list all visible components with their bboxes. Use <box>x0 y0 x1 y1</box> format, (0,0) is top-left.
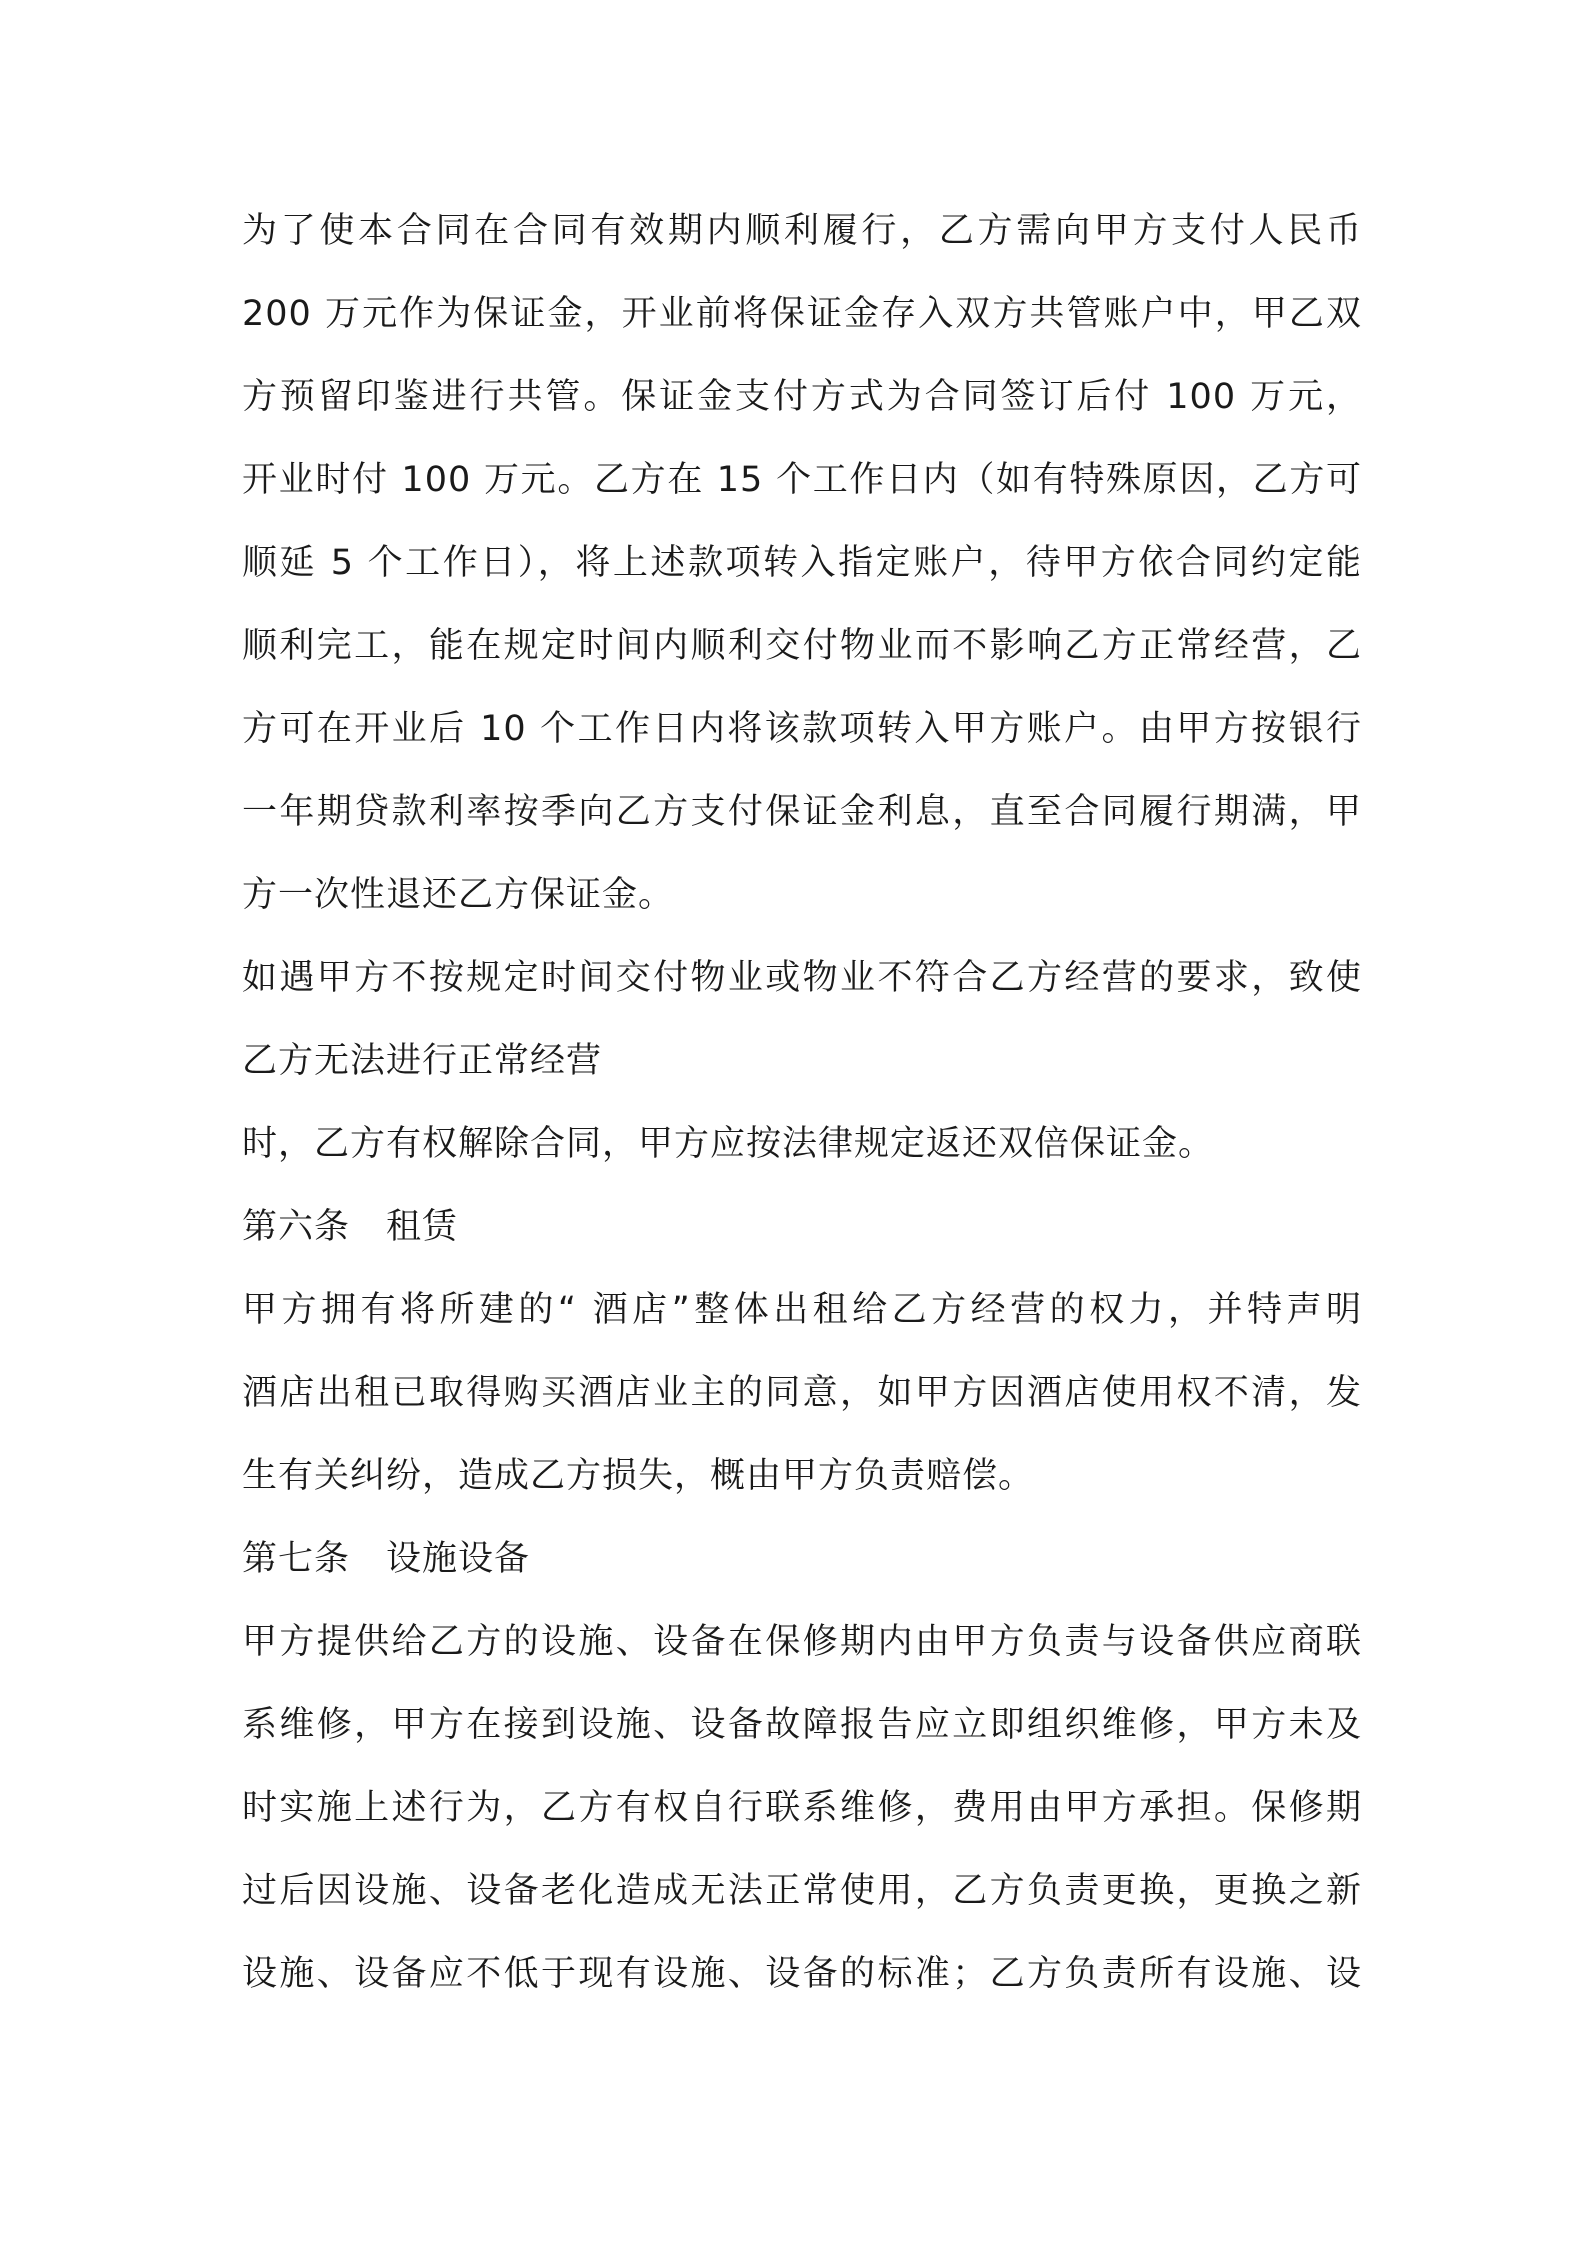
paragraph-line: 生有关纠纷，造成乙方损失，概由甲方负责赔偿。 <box>242 1456 1035 1496</box>
paragraph-line: 方可在开业后 10 个工作日内将该款项转入甲方账户。由甲方按银行 <box>242 709 1362 749</box>
paragraph-line: 甲方提供给乙方的设施、设备在保修期内由甲方负责与设备供应商联 <box>242 1622 1362 1662</box>
paragraph-line: 200 万元作为保证金，开业前将保证金存入双方共管账户中，甲乙双 <box>242 294 1362 334</box>
paragraph-line: 开业时付 100 万元。乙方在 15 个工作日内（如有特殊原因，乙方可 <box>242 460 1362 500</box>
article-heading-6: 第六条 租赁 <box>242 1207 459 1247</box>
paragraph-line: 顺利完工，能在规定时间内顺利交付物业而不影响乙方正常经营，乙 <box>242 626 1362 666</box>
paragraph-line: 系维修，甲方在接到设施、设备故障报告应立即组织维修，甲方未及 <box>242 1705 1362 1745</box>
paragraph-line: 如遇甲方不按规定时间交付物业或物业不符合乙方经营的要求，致使 <box>242 958 1362 998</box>
paragraph-line: 方一次性退还乙方保证金。 <box>242 875 675 915</box>
paragraph-line: 一年期贷款利率按季向乙方支付保证金利息，直至合同履行期满，甲 <box>242 792 1362 832</box>
paragraph-line: 设施、设备应不低于现有设施、设备的标准；乙方负责所有设施、设 <box>242 1954 1362 1994</box>
paragraph-line: 时，乙方有权解除合同，甲方应按法律规定返还双倍保证金。 <box>242 1124 1215 1164</box>
paragraph-line: 酒店出租已取得购买酒店业主的同意，如甲方因酒店使用权不清，发 <box>242 1373 1362 1413</box>
paragraph-line: 过后因设施、设备老化造成无法正常使用，乙方负责更换，更换之新 <box>242 1871 1362 1911</box>
paragraph-line: 顺延 5 个工作日），将上述款项转入指定账户，待甲方依合同约定能 <box>242 543 1362 583</box>
paragraph-line: 乙方无法进行正常经营 <box>242 1041 603 1081</box>
document-body <box>242 190 1362 2016</box>
paragraph-line: 方预留印鉴进行共管。保证金支付方式为合同签订后付 100 万元， <box>242 377 1362 417</box>
article-heading-7: 第七条 设施设备 <box>242 1539 531 1579</box>
paragraph-line: 甲方拥有将所建的“ 酒店”整体出租给乙方经营的权力，并特声明 <box>242 1290 1362 1330</box>
paragraph-line: 时实施上述行为，乙方有权自行联系维修，费用由甲方承担。保修期 <box>242 1788 1362 1828</box>
paragraph-line: 为了使本合同在合同有效期内顺利履行，乙方需向甲方支付人民币 <box>242 211 1362 251</box>
